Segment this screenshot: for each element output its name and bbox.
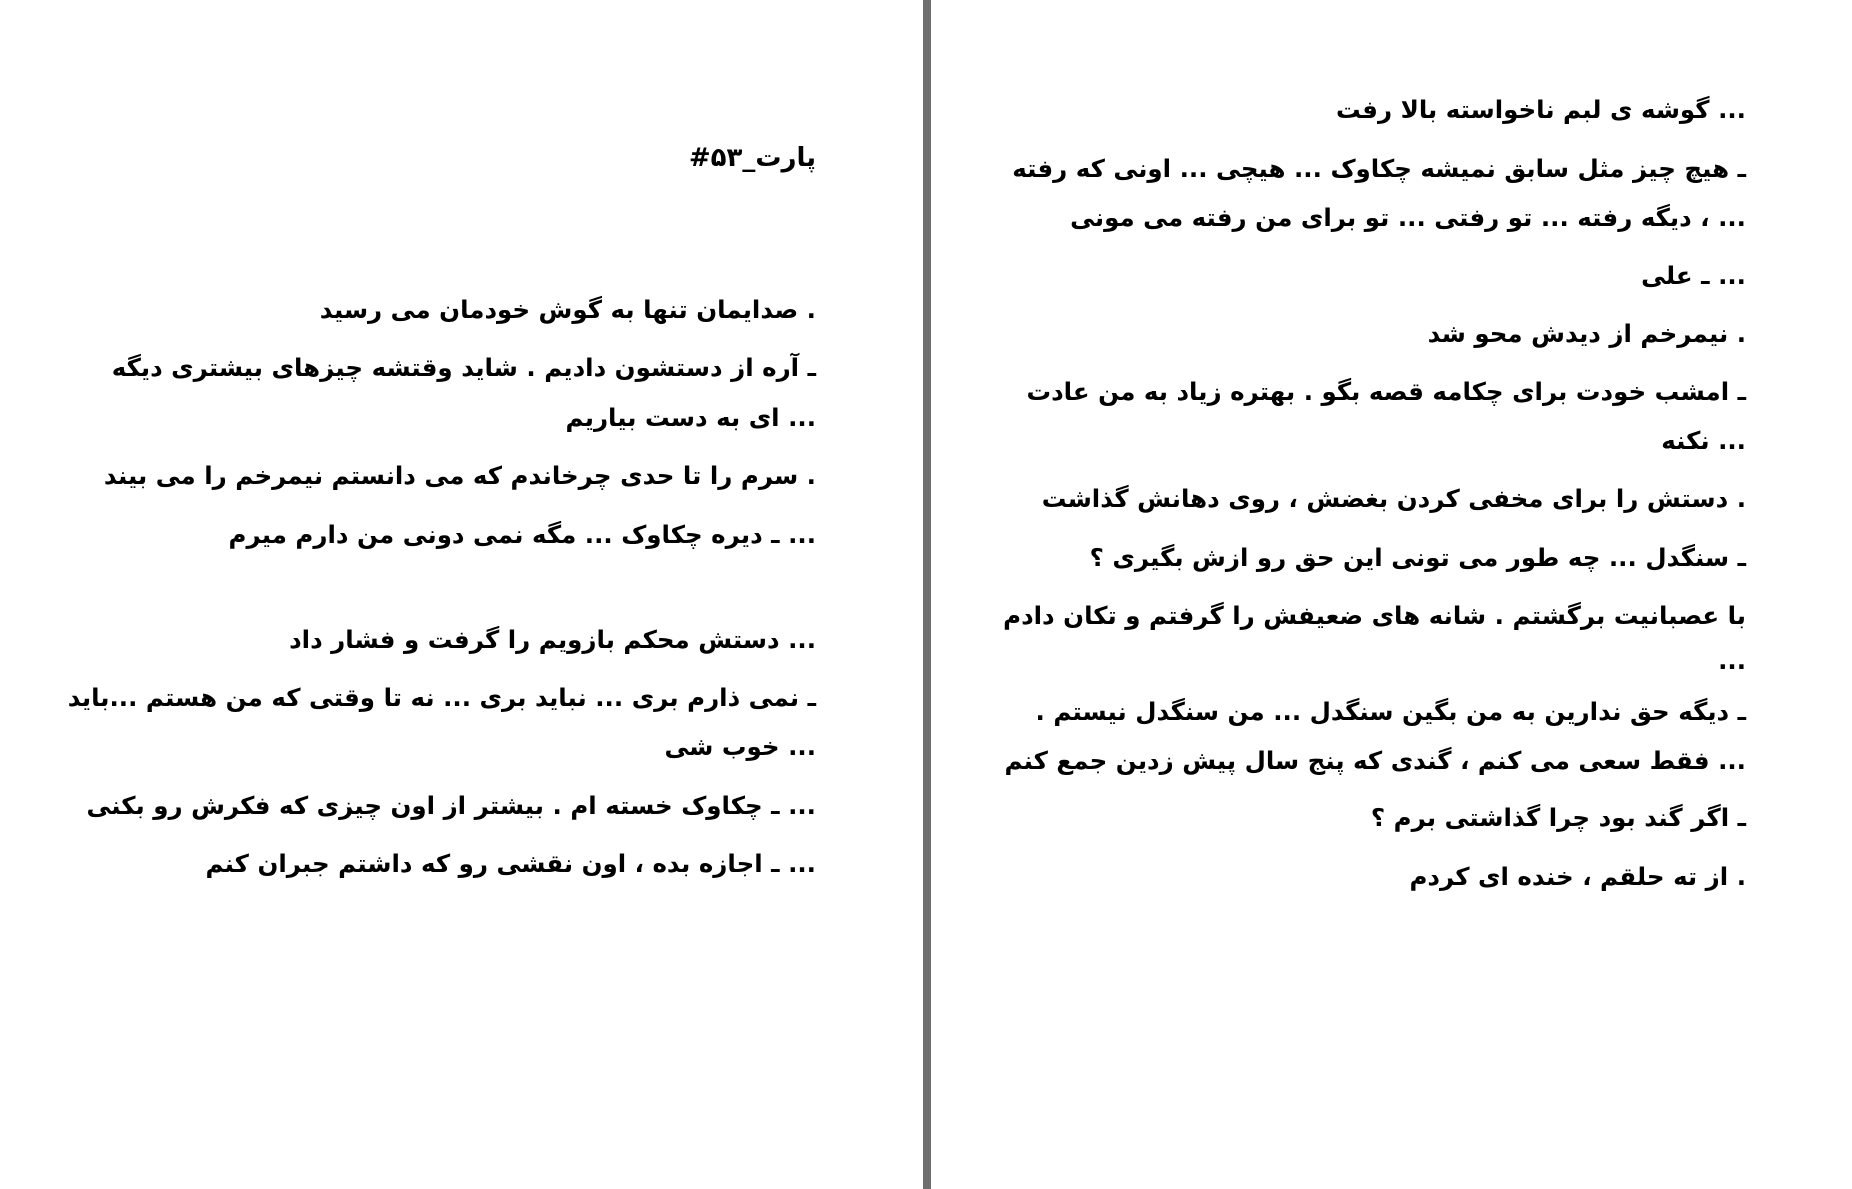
text-line: با عصبانیت برگشتم . شانه های ضعیفش را گرفتم و تکان دادم xyxy=(1003,601,1746,630)
text-line: ـ آره از دستشون دادیم . شاید وقتشه چیزهای بیشتری دیگه xyxy=(111,353,816,382)
divider-line xyxy=(923,0,931,1189)
text-line: . نیمرخم از دیدش محو شد xyxy=(1427,319,1746,348)
text-line: ... ـ اجازه بده ، اون نقشی رو که داشتم جبران کنم xyxy=(205,849,816,878)
page-divider xyxy=(920,0,934,1189)
text-line: . سرم را تا حدی چرخاندم که می دانستم نیمرخم را می بیند xyxy=(103,461,816,490)
text-line: ... نکنه xyxy=(1661,426,1746,455)
text-line: ... فقط سعی می کنم ، گندی که پنج سال پیش زدین جمع کنم xyxy=(1004,746,1746,775)
text-line: ... ـ دیره چکاوک ... مگه نمی دونی من دارم میرم xyxy=(228,520,816,549)
text-line: ـ امشب خودت برای چکامه قصه بگو . بهتره زیاد به من عادت xyxy=(1026,377,1746,406)
text-line: ... ای به دست بیاریم xyxy=(565,403,816,432)
text-line: ... ـ علی xyxy=(1641,261,1746,290)
text-line: . از ته حلقم ، خنده ای کردم xyxy=(1409,862,1746,891)
text-line: . دستش را برای مخفی کردن بغضش ، روی دهانش گذاشت xyxy=(1041,484,1746,513)
left-page xyxy=(0,0,920,1189)
text-line: ... دستش محکم بازویم را گرفت و فشار داد xyxy=(289,625,816,654)
text-line: ـ دیگه حق ندارین به من بگین سنگدل ... من سنگدل نیستم . xyxy=(1035,697,1746,726)
text-line: ... ـ چکاوک خسته ام . بیشتر از اون چیزی که فکرش رو بکنی xyxy=(86,791,816,820)
text-line: ـ سنگدل ... چه طور می تونی این حق رو ازش بگیری ؟ xyxy=(1089,543,1746,572)
chapter-title: پارت_۵۳# xyxy=(688,143,816,173)
text-line: ... گوشه ی لبم ناخواسته بالا رفت xyxy=(1335,95,1746,124)
text-line: ... خوب شی xyxy=(664,732,816,761)
text-line: ... ، دیگه رفته ... تو رفتی ... تو برای من رفته می مونی xyxy=(1070,203,1746,232)
text-line: . صدایمان تنها به گوش خودمان می رسید xyxy=(319,295,816,324)
text-line: ـ اگر گند بود چرا گذاشتی برم ؟ xyxy=(1370,803,1746,832)
text-line: ـ نمی ذارم بری ... نباید بری ... نه تا وقتی که من هستم ...باید xyxy=(67,683,816,712)
right-page xyxy=(934,0,1852,1189)
text-line: ـ هیچ چیز مثل سابق نمیشه چکاوک ... هیچی ... اونی که رفته xyxy=(1012,154,1746,183)
text-line: ... xyxy=(1718,646,1746,675)
